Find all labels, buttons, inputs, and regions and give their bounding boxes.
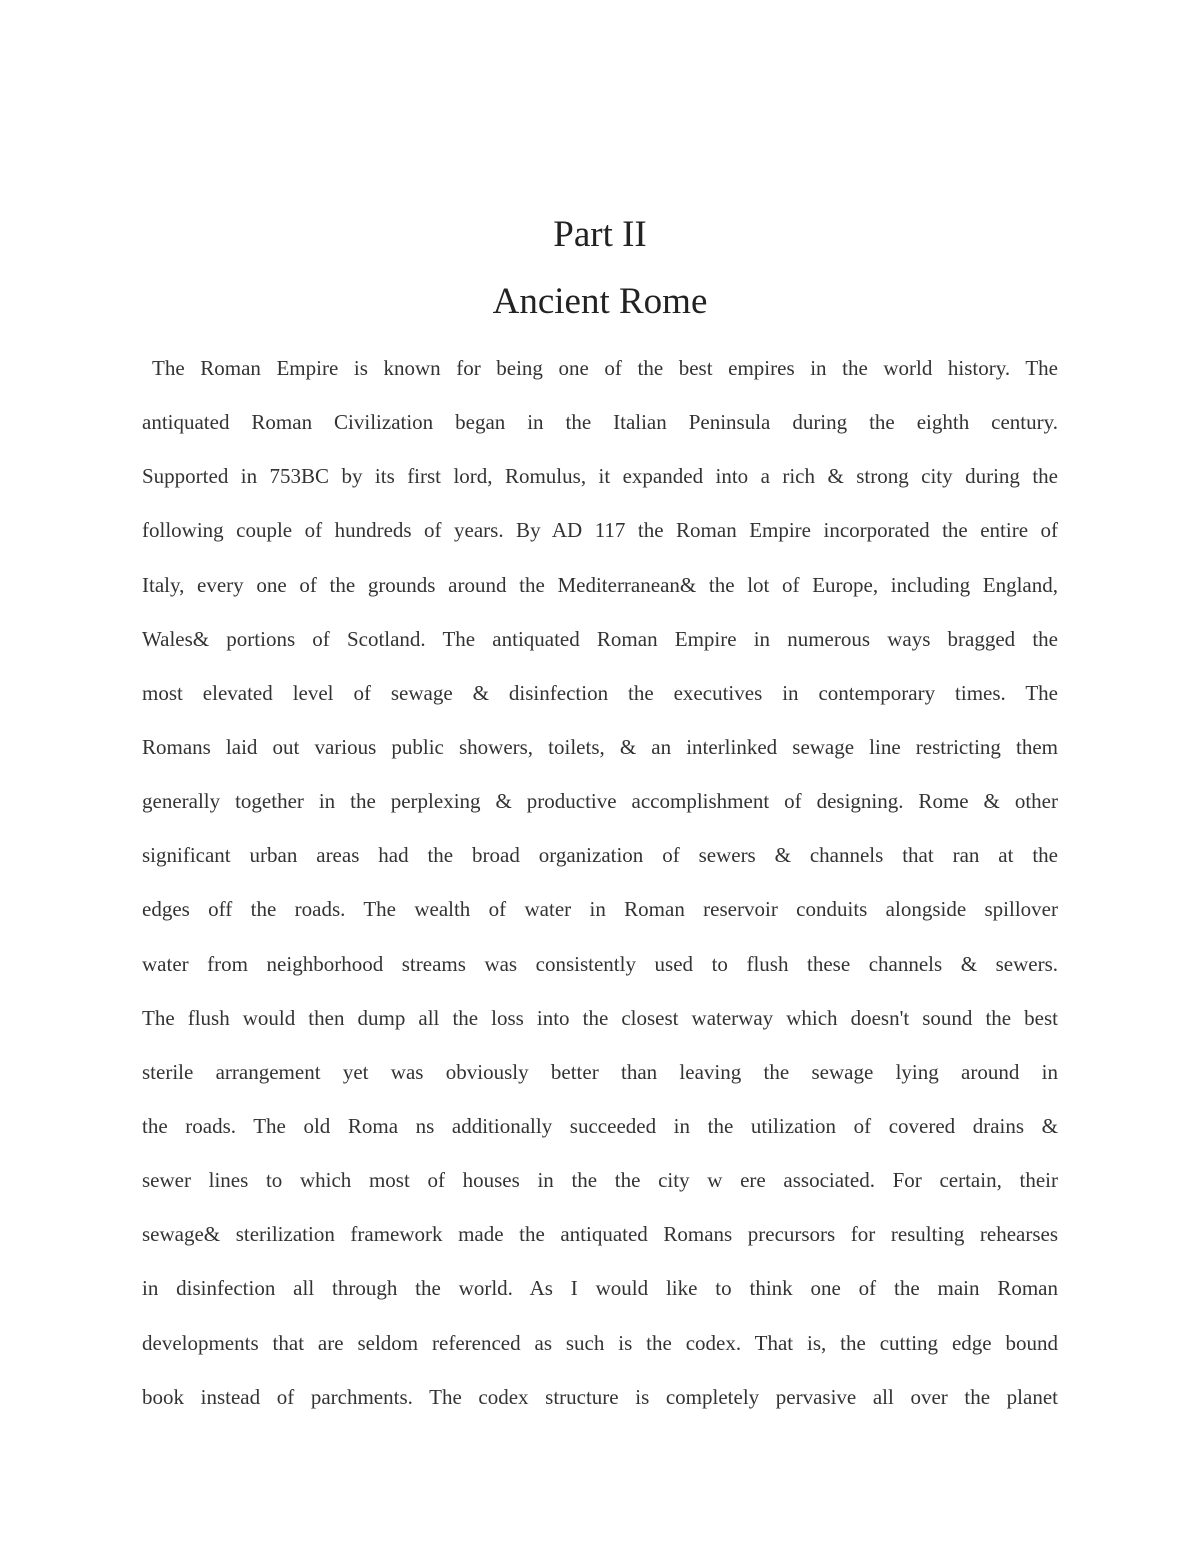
- text-line: edges off the roads. The wealth of water in Roman reservoir conduits alongside spillover: [142, 897, 1058, 922]
- text-line: Italy, every one of the grounds around the Mediterranean& the lot of Europe, including England,: [142, 572, 1058, 597]
- text-line: most elevated level of sewage & disinfection the executives in contemporary times. The: [142, 680, 1058, 705]
- text-line: sewage& sterilization framework made the antiquated Romans precursors for resulting rehearses: [142, 1222, 1058, 1247]
- text-line: book instead of parchments. The codex structure is completely pervasive all over the planet: [142, 1384, 1058, 1409]
- text-line: following couple of hundreds of years. By AD 117 the Roman Empire incorporated the entire of: [142, 518, 1058, 543]
- text-line: generally together in the perplexing & productive accomplishment of designing. Rome & other: [142, 789, 1058, 814]
- text-line: water from neighborhood streams was consistently used to flush these channels & sewers.: [142, 951, 1058, 976]
- part-title: Part II: [553, 214, 647, 255]
- text-line: Romans laid out various public showers, toilets, & an interlinked sewage line restricting them: [142, 734, 1058, 759]
- body-text: [142, 341, 1058, 1424]
- chapter-title: Ancient Rome: [492, 281, 708, 322]
- text-line: significant urban areas had the broad organization of sewers & channels that ran at the: [142, 843, 1058, 868]
- text-line: in disinfection all through the world. As I would like to think one of the main Roman: [142, 1276, 1058, 1301]
- text-line: sewer lines to which most of houses in the the city w ere associated. For certain, their: [142, 1168, 1058, 1193]
- text-line: Supported in 753BC by its first lord, Romulus, it expanded into a rich & strong city during the: [142, 464, 1058, 489]
- text-line: The flush would then dump all the loss into the closest waterway which doesn't sound the best: [142, 1005, 1058, 1030]
- text-line: the roads. The old Roma ns additionally succeeded in the utilization of covered drains &: [142, 1113, 1058, 1138]
- text-line: antiquated Roman Civilization began in the Italian Peninsula during the eighth century.: [142, 410, 1058, 435]
- text-line: Wales& portions of Scotland. The antiquated Roman Empire in numerous ways bragged the: [142, 626, 1058, 651]
- text-line: developments that are seldom referenced as such is the codex. That is, the cutting edge bound: [142, 1330, 1058, 1355]
- text-line: The Roman Empire is known for being one of the best empires in the world history. The: [152, 356, 1058, 380]
- text-line: sterile arrangement yet was obviously better than leaving the sewage lying around in: [142, 1059, 1058, 1084]
